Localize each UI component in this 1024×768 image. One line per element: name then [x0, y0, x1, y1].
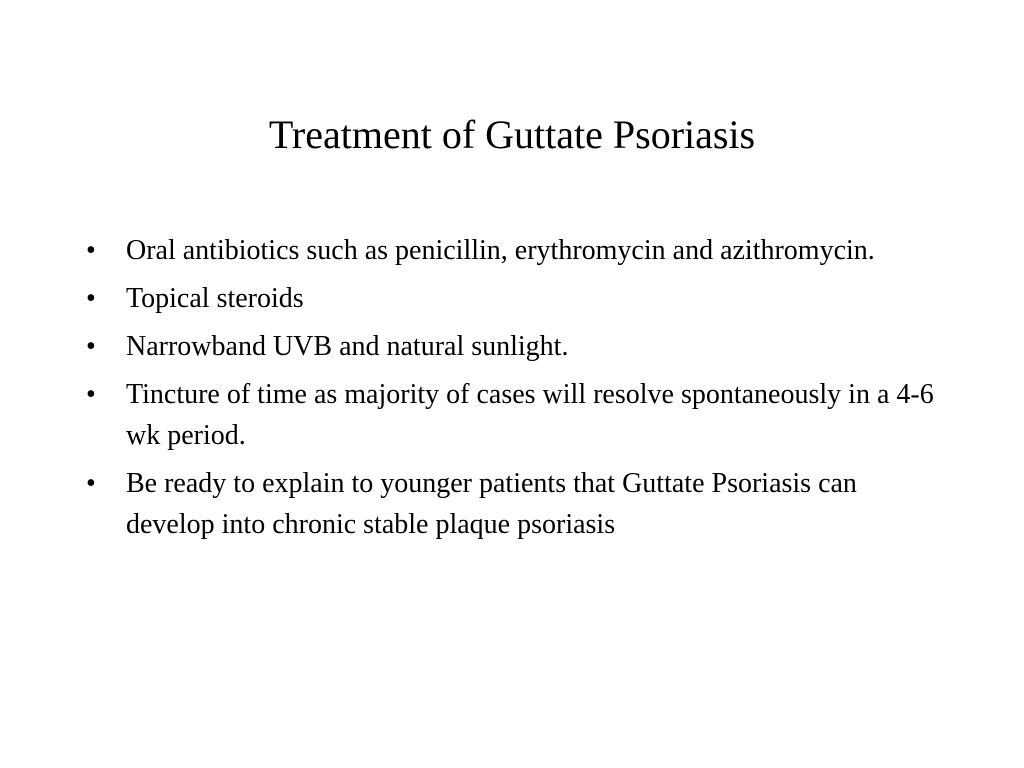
bullet-item	[86, 278, 946, 319]
bullet-item	[86, 463, 946, 545]
bullet-text: Topical steroids	[126, 283, 304, 314]
bullet-icon: •	[86, 331, 96, 362]
bullet-item	[86, 326, 946, 367]
bullet-icon: •	[86, 379, 96, 410]
bullet-text: Tincture of time as majority of cases will resolve spontaneously in a 4-6 wk period.	[126, 379, 934, 451]
bullet-icon: •	[86, 235, 96, 266]
bullet-text: Oral antibiotics such as penicillin, erythromycin and azithromycin.	[126, 235, 875, 266]
bullet-item	[86, 374, 946, 456]
bullet-item	[86, 230, 946, 271]
bullet-text: Be ready to explain to younger patients that Guttate Psoriasis can develop into chronic stable plaque psoriasis	[126, 468, 857, 540]
bullet-list	[86, 230, 946, 552]
bullet-icon: •	[86, 468, 96, 499]
slide-title: Treatment of Guttate Psoriasis	[268, 112, 756, 157]
bullet-icon: •	[86, 283, 96, 314]
bullet-text: Narrowband UVB and natural sunlight.	[126, 331, 569, 362]
